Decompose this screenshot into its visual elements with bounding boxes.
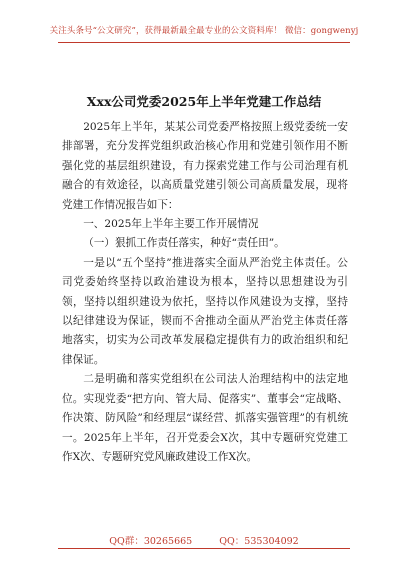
header-divider <box>58 42 350 43</box>
footer-qq: QQ：535304092 <box>219 536 299 547</box>
paragraph-point-1: 一是以“五个坚持”推进落实全面从严治党主体责任。公司党委始终坚持以政治建设为根本，坚持以思想建设为引领，坚持以组织建设为依托，坚持以作风建设为支撑，坚持以纪律建设为保证，锲而不舍推动全面从严治党主体责任落地落实，切实为公司改革发展稳定提供有力的政治组织和纪律保证。 <box>62 256 348 366</box>
paragraph-intro: 2025年上半年，某某公司党委严格按照上级党委统一安排部署，充分发挥党组织政治核心作用和党建引领作用不断强化党的基层组织建设，有力探索党建工作与公司治理有机融合的有效途径，以高质量党建引领公司高质量发展，现将党建工作情况报告如下： <box>62 121 348 211</box>
document-body <box>62 118 348 467</box>
header-promo-note: 关注头条号“公文研究”，获得最新最全最专业的公文资料库！ 微信：gongwenyj <box>49 26 359 36</box>
footer-contact <box>0 533 408 547</box>
subsection-heading-1: （一）狠抓工作责任落实，种好“责任田”。 <box>83 237 285 250</box>
paragraph-point-2: 二是明确和落实党组织在公司法人治理结构中的法定地位。实现党委“把方向、管大局、促落实”、董事会“定战略、作决策、防风险”和经理层“谋经营、抓落实强管理”的有机统一。2025年上半年，召开党委会X次，其中专题研究党建工作X次、专题研究党风廉政建设工作X次。 <box>62 373 348 463</box>
footer-qq-group: QQ群：30265665 <box>109 536 193 547</box>
document-title: Xxx公司党委2025年上半年党建工作总结 <box>86 94 322 109</box>
footer-divider <box>58 548 350 549</box>
section-heading-1: 一、2025年上半年主要工作开展情况 <box>83 218 259 231</box>
